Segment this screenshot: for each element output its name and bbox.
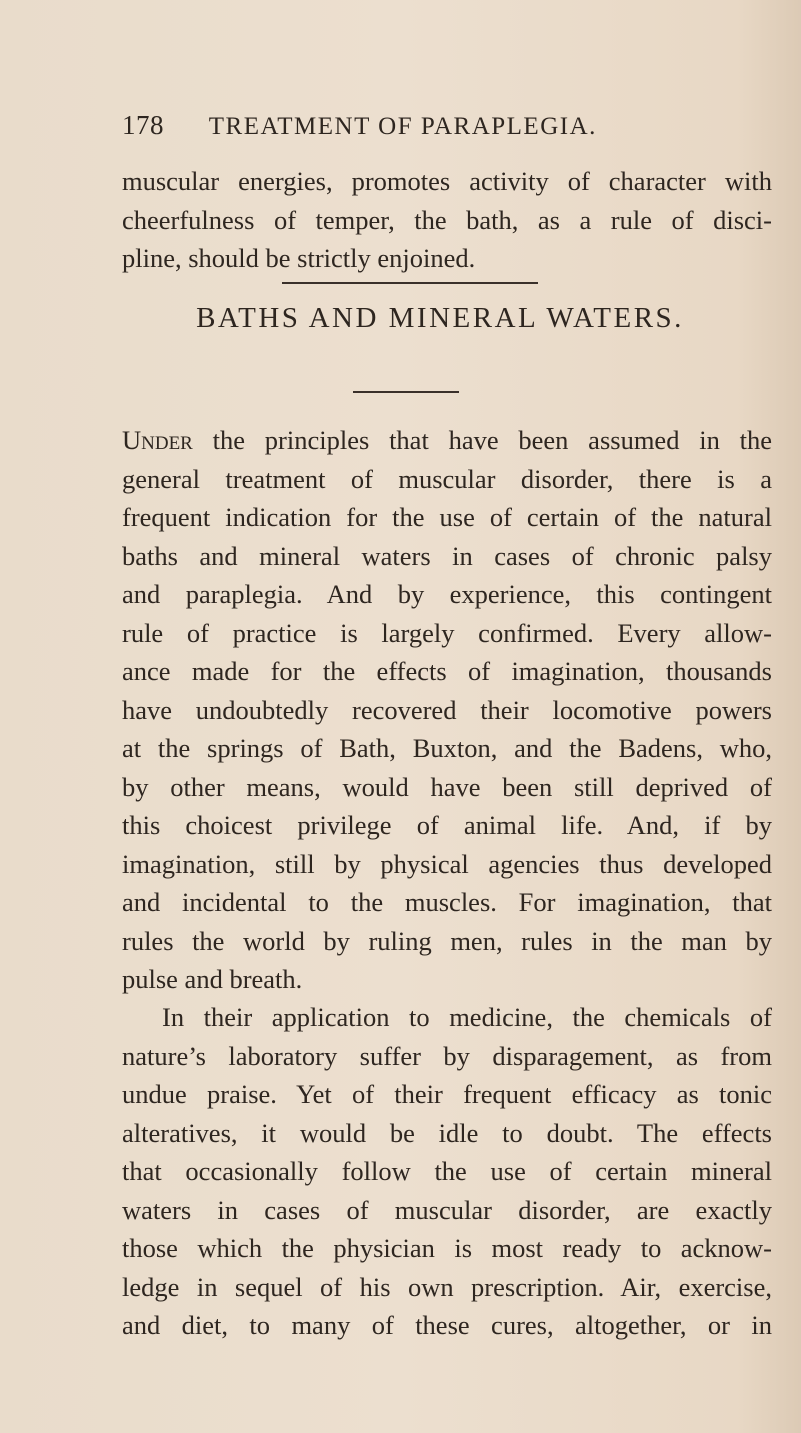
text-line: undue praise. Yet of their frequent efficacy as tonic	[122, 1079, 772, 1109]
text-line: rules the world by ruling men, rules in the man by	[122, 925, 772, 956]
text-line: alteratives, it would be idle to doubt. The effects	[122, 1117, 772, 1148]
section-heading: BATHS AND MINERAL WATERS.	[196, 302, 684, 334]
text-line: by other means, would have been still deprived of	[122, 771, 772, 802]
text-line: imagination, still by physical agencies thus developed	[122, 848, 772, 879]
running-head-title: TREATMENT OF PARAPLEGIA.	[208, 113, 597, 140]
text-line: pulse and breath.	[122, 964, 303, 994]
text-line: that occasionally follow the use of certain mineral	[122, 1156, 772, 1186]
text-line: In their application to medicine, the chemicals of	[162, 1002, 772, 1032]
text-line: general treatment of muscular disorder, there is a	[122, 463, 772, 494]
section-divider-top	[282, 282, 538, 284]
paragraph-2	[122, 998, 772, 1345]
text-line: frequent indication for the use of certain of the natural	[122, 502, 772, 532]
text-line: nature’s laboratory suffer by disparagement, as from	[122, 1040, 772, 1071]
page-number: 178	[122, 110, 164, 140]
section-divider-bottom	[353, 391, 459, 393]
text-line: baths and mineral waters in cases of chronic palsy	[122, 540, 772, 571]
text-line: at the springs of Bath, Buxton, and the Badens, who,	[122, 733, 772, 763]
text-line-rest: the principles that have been assumed in the	[192, 425, 772, 455]
paragraph-1	[122, 421, 772, 999]
text-line: pline, should be strictly enjoined.	[122, 243, 476, 273]
text-line: and incidental to the muscles. For imagination, that	[122, 887, 772, 917]
text-line: this choicest privilege of animal life. And, if by	[122, 810, 772, 840]
text-line: ledge in sequel of his own prescription. Air, exercise,	[122, 1271, 772, 1302]
text-line: muscular energies, promotes activity of character with	[122, 166, 772, 196]
text-line: have undoubtedly recovered their locomotive powers	[122, 694, 772, 725]
text-line: ance made for the effects of imagination, thousands	[122, 656, 772, 686]
text-line: and diet, to many of these cures, altogether, or in	[122, 1310, 772, 1340]
text-line-first	[122, 421, 772, 460]
text-line: those which the physician is most ready to acknow-	[122, 1233, 772, 1263]
opening-paragraph	[122, 162, 772, 278]
drop-word: Under	[122, 425, 193, 455]
text-line: cheerfulness of temper, the bath, as a rule of disci-	[122, 204, 772, 235]
text-line: rule of practice is largely confirmed. Every allow-	[122, 617, 772, 648]
text-line: waters in cases of muscular disorder, are exactly	[122, 1194, 772, 1225]
running-head	[122, 110, 742, 142]
text-line: and paraplegia. And by experience, this contingent	[122, 579, 772, 609]
